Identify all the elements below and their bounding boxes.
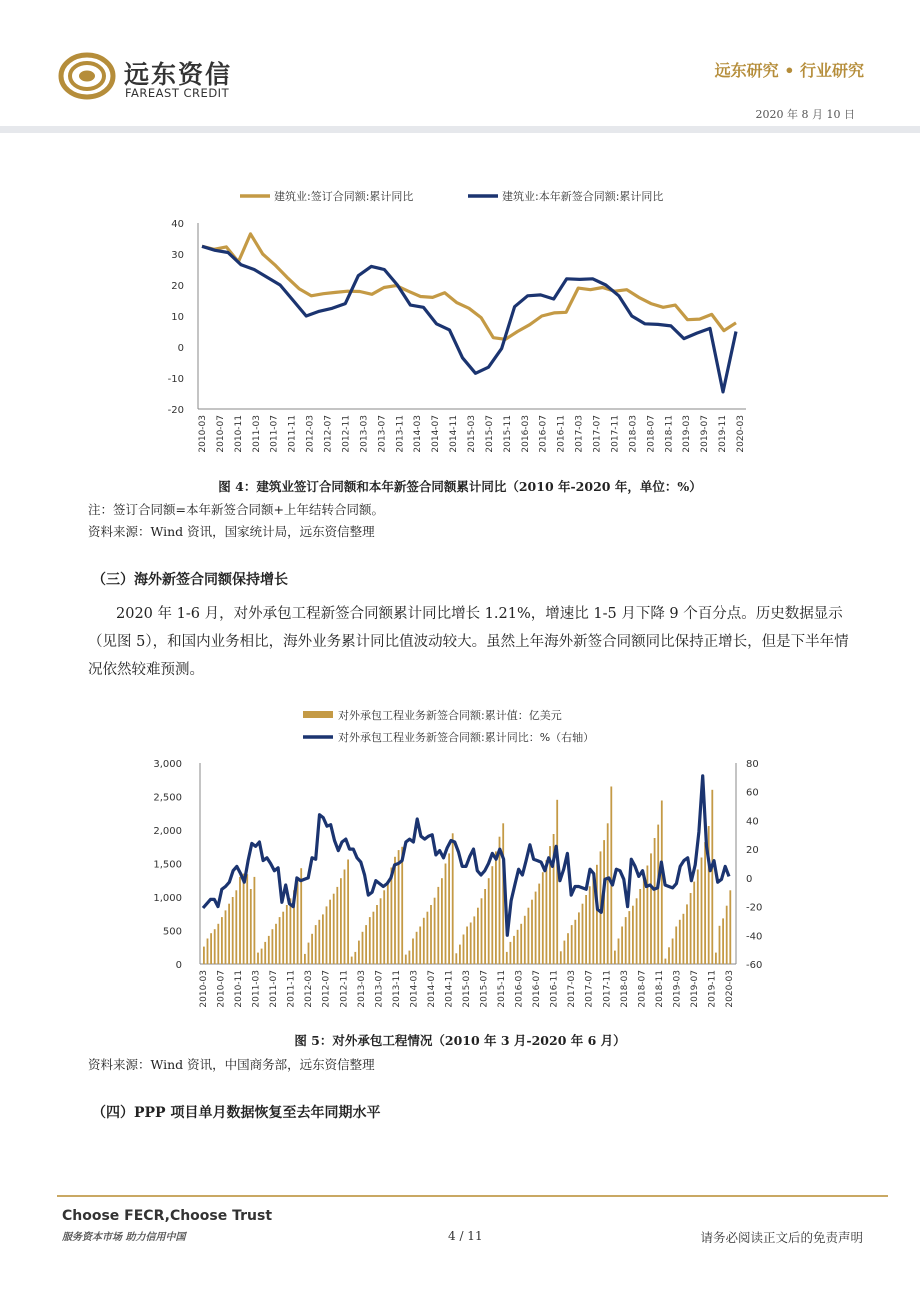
bar [387, 882, 389, 964]
x-tick-label: 2018-11 [654, 970, 665, 1008]
bar [636, 898, 638, 964]
bar [217, 924, 219, 964]
bar [625, 917, 627, 964]
bar [398, 850, 400, 964]
figure5-chart [150, 700, 770, 1025]
x-tick-label: 2012-03 [305, 415, 316, 453]
left-tick-label: 2,500 [153, 792, 182, 804]
left-tick-label: 3,000 [153, 759, 182, 770]
bar [254, 877, 256, 964]
bar [585, 895, 587, 964]
bar [268, 936, 270, 964]
bar [560, 951, 562, 964]
x-tick-label: 2012-11 [341, 415, 352, 453]
bar [535, 892, 537, 964]
x-tick-label: 2016-11 [549, 970, 560, 1008]
bar [675, 927, 677, 965]
bar [336, 887, 338, 964]
bar [679, 920, 681, 964]
bar [434, 898, 436, 964]
bar [455, 953, 457, 964]
x-tick-label: 2020-03 [736, 415, 746, 453]
bar [517, 930, 519, 964]
x-tick-label: 2019-11 [718, 415, 729, 453]
bar [243, 874, 245, 964]
x-tick-label: 2019-07 [689, 970, 700, 1008]
y-tick-label: 30 [171, 250, 184, 261]
x-tick-label: 2019-03 [682, 415, 693, 453]
bar [506, 952, 508, 964]
figure5-source: 资料来源：Wind 资讯，中国商务部，远东资信整理 [88, 1057, 375, 1072]
bar [495, 851, 497, 964]
right-tick-label: -60 [746, 960, 763, 971]
x-tick-label: 2016-03 [514, 970, 525, 1008]
x-tick-label: 2017-07 [592, 415, 603, 453]
x-tick-label: 2016-07 [538, 415, 549, 453]
bar [311, 934, 313, 964]
x-tick-label: 2017-11 [602, 970, 613, 1008]
bar [726, 906, 728, 964]
y-tick-label: 20 [171, 281, 184, 292]
bar [300, 868, 302, 964]
x-tick-label: 2012-11 [339, 970, 350, 1008]
bar [639, 889, 641, 964]
right-tick-label: 0 [746, 873, 753, 885]
bar [542, 872, 544, 964]
bar [491, 866, 493, 964]
x-tick-label: 2013-03 [359, 415, 370, 453]
bar [351, 957, 353, 964]
bar [510, 942, 512, 964]
x-tick-label: 2011-03 [251, 415, 262, 453]
x-tick-label: 2015-03 [467, 415, 477, 453]
bar [445, 864, 447, 965]
bar [383, 890, 385, 964]
x-tick-label: 2018-03 [619, 970, 630, 1008]
brand-name-en: FAREAST CREDIT [125, 86, 230, 100]
bar [290, 898, 292, 964]
bar [463, 935, 465, 965]
x-tick-label: 2010-03 [198, 415, 208, 453]
x-tick-label: 2016-07 [532, 970, 543, 1008]
bar [225, 910, 227, 964]
bar [437, 887, 439, 964]
x-tick-label: 2015-07 [479, 970, 490, 1008]
figure4-caption: 图 4：建筑业签订合同额和本年新签合同额累计同比（2010 年-2020 年，单位：%） [218, 479, 702, 494]
bar [452, 833, 454, 964]
page-number: 4 / 11 [448, 1229, 483, 1243]
bar [279, 917, 281, 964]
x-tick-label: 2016-03 [520, 415, 531, 453]
series-line [202, 246, 736, 392]
bar [470, 923, 472, 965]
x-tick-label: 2012-07 [321, 970, 332, 1008]
figure4-source: 资料来源：Wind 资讯，国家统计局，远东资信整理 [88, 524, 375, 539]
x-tick-label: 2018-03 [628, 415, 639, 453]
bar [481, 898, 483, 964]
bar [567, 933, 569, 964]
bar [513, 936, 515, 964]
y-tick-label: 40 [171, 219, 184, 230]
bar [520, 924, 522, 964]
bar [697, 870, 699, 965]
legend-label: 建筑业:签订合同额:累计同比 [274, 190, 414, 203]
x-tick-label: 2017-11 [610, 415, 621, 453]
bar [693, 882, 695, 964]
bar [621, 927, 623, 965]
bar [380, 898, 382, 964]
bar [286, 905, 288, 964]
figure4-chart [150, 180, 760, 470]
legend-label: 对外承包工程业务新签合同额:累计值：亿美元 [338, 709, 562, 722]
left-tick-label: 0 [175, 960, 182, 971]
bar [448, 853, 450, 964]
bar [672, 939, 674, 965]
footer-slogan: Choose FECR,Choose Trust [62, 1208, 273, 1224]
bar [459, 945, 461, 964]
bar [661, 801, 663, 965]
x-tick-label: 2013-03 [356, 970, 367, 1008]
series-line [203, 776, 729, 935]
x-tick-label: 2014-07 [431, 415, 442, 453]
bar [488, 878, 490, 964]
bar [618, 939, 620, 965]
bar [729, 890, 731, 964]
footer-divider [57, 1195, 888, 1197]
bar [329, 900, 331, 964]
x-tick-label: 2010-07 [215, 415, 226, 453]
bar [405, 955, 407, 964]
left-tick-label: 1,000 [153, 893, 182, 904]
bar [228, 904, 230, 964]
bar [441, 878, 443, 964]
x-tick-label: 2011-07 [269, 415, 280, 453]
bar [665, 959, 667, 964]
header-divider [0, 126, 920, 133]
bar [340, 878, 342, 964]
bar [628, 911, 630, 964]
bar [466, 927, 468, 965]
bar [531, 900, 533, 964]
right-tick-label: 60 [746, 787, 759, 799]
figure4-note: 注：签订合同额=本年新签合同额+上年结转合同额。 [88, 502, 384, 517]
bar [207, 939, 209, 965]
bar [416, 932, 418, 964]
left-tick-label: 2,000 [153, 826, 182, 837]
legend-swatch [303, 711, 333, 718]
bar [556, 800, 558, 964]
bar [272, 929, 274, 964]
x-tick-label: 2017-03 [567, 970, 578, 1008]
bar [322, 914, 324, 964]
bar [326, 906, 328, 964]
bar [308, 943, 310, 964]
bar [419, 927, 421, 965]
bar [297, 880, 299, 964]
bar [430, 905, 432, 964]
bar [473, 916, 475, 964]
bar [607, 823, 609, 964]
bar [275, 924, 277, 964]
x-tick-label: 2014-07 [426, 970, 437, 1008]
bar [210, 933, 212, 964]
x-tick-label: 2018-07 [646, 415, 657, 453]
footer-disclaimer: 请务必阅读正文后的免责声明 [700, 1230, 863, 1245]
bar [376, 905, 378, 964]
bar [239, 877, 241, 964]
footer-tagline: 服务资本市场 助力信用中国 [62, 1232, 186, 1243]
bar [232, 897, 234, 964]
bar [369, 917, 371, 964]
fareast-logo-icon [58, 50, 116, 102]
right-tick-label: -20 [746, 902, 763, 914]
page-header [0, 0, 920, 140]
x-tick-label: 2010-03 [199, 970, 209, 1008]
bar [589, 886, 591, 964]
bar [409, 951, 411, 964]
right-tick-label: 80 [746, 759, 759, 770]
x-tick-label: 2014-03 [413, 415, 424, 453]
bar [358, 941, 360, 964]
y-tick-label: 0 [177, 343, 184, 354]
x-tick-label: 2016-11 [556, 415, 567, 453]
bar [538, 884, 540, 964]
bar [362, 932, 364, 964]
bar [701, 858, 703, 965]
x-tick-label: 2018-07 [637, 970, 648, 1008]
bar [333, 894, 335, 964]
bar [643, 876, 645, 964]
x-tick-label: 2013-11 [395, 415, 406, 453]
x-tick-label: 2013-07 [377, 415, 388, 453]
bar [657, 825, 659, 964]
x-tick-label: 2015-03 [462, 970, 472, 1008]
bar [257, 953, 259, 964]
x-tick-label: 2015-11 [497, 970, 508, 1008]
bar [610, 787, 612, 965]
bar [261, 949, 263, 964]
bar [246, 874, 248, 964]
bar [423, 918, 425, 964]
x-tick-label: 2011-11 [286, 970, 297, 1008]
left-tick-label: 500 [162, 926, 182, 938]
bar [683, 914, 685, 964]
y-tick-label: 10 [171, 312, 184, 323]
bar [391, 868, 393, 965]
bar [719, 926, 721, 964]
bar [344, 870, 346, 965]
bar [203, 947, 205, 964]
left-tick-label: 1,500 [153, 859, 182, 871]
bar [582, 904, 584, 964]
bar [596, 865, 598, 964]
x-tick-label: 2019-03 [672, 970, 683, 1008]
bar [221, 917, 223, 964]
x-tick-label: 2018-11 [664, 415, 675, 453]
bar [250, 889, 252, 964]
bar [647, 866, 649, 965]
x-tick-label: 2014-11 [449, 415, 460, 453]
bar [427, 912, 429, 964]
report-date: 2020 年 8 月 10 日 [755, 108, 855, 121]
bar [711, 790, 713, 964]
section3-title: （三）海外新签合同额保持增长 [92, 572, 288, 588]
bar [571, 925, 573, 964]
section3-paragraph: 2020 年 1-6 月，对外承包工程新签合同额累计同比增长 1.21%，增速比 1-5 月下降 9 个百分点。历史数据显示（见图 5），和国内业务相比，海外业务累计同比值波动较大。虽然上年海外新签合同额同比保持正增长，但是下半年情况依然较难预测。 [88, 606, 849, 678]
x-tick-label: 2012-07 [323, 415, 334, 453]
bar [373, 912, 375, 964]
x-tick-label: 2013-07 [374, 970, 385, 1008]
bar [354, 952, 356, 964]
bar [574, 920, 576, 964]
x-tick-label: 2019-11 [707, 970, 718, 1008]
bar [614, 951, 616, 964]
bar [524, 916, 526, 964]
bar [412, 939, 414, 965]
x-tick-label: 2020-03 [725, 970, 735, 1008]
x-tick-label: 2015-11 [502, 415, 513, 453]
x-tick-label: 2013-11 [391, 970, 402, 1008]
x-tick-label: 2010-07 [216, 970, 227, 1008]
x-tick-label: 2019-07 [700, 415, 711, 453]
bar [318, 920, 320, 964]
bar [477, 908, 479, 964]
bar [264, 942, 266, 964]
bar [668, 947, 670, 964]
legend-label: 建筑业:本年新签合同额:累计同比 [502, 190, 664, 203]
right-tick-label: -40 [746, 931, 763, 943]
bar [528, 908, 530, 964]
x-tick-label: 2011-07 [269, 970, 280, 1008]
bar [315, 925, 317, 964]
bar [722, 918, 724, 964]
bar [546, 860, 548, 964]
bar [650, 853, 652, 964]
brand-name-cn: 远东资信 [124, 60, 233, 89]
x-tick-label: 2010-11 [233, 415, 244, 453]
bar [690, 893, 692, 964]
x-tick-label: 2015-07 [484, 415, 495, 453]
bar [401, 847, 403, 964]
figure5-caption: 图 5：对外承包工程情况（2010 年 3 月-2020 年 6 月） [294, 1033, 626, 1048]
x-tick-label: 2017-07 [584, 970, 595, 1008]
bar [394, 857, 396, 964]
right-tick-label: 20 [746, 845, 759, 857]
report-series: 远东研究 • 行业研究 [714, 61, 864, 80]
bar [347, 860, 349, 965]
bar [235, 890, 237, 964]
x-tick-label: 2011-03 [251, 970, 262, 1008]
bar [704, 842, 706, 964]
bar [632, 906, 634, 964]
x-tick-label: 2014-11 [444, 970, 455, 1008]
y-tick-label: -20 [167, 405, 184, 416]
bar [214, 929, 216, 964]
x-tick-label: 2017-03 [574, 415, 585, 453]
bar [578, 912, 580, 964]
bar [564, 941, 566, 964]
bar [654, 838, 656, 964]
bar [686, 904, 688, 964]
section4-title: （四）PPP 项目单月数据恢复至去年同期水平 [92, 1105, 381, 1121]
bar [715, 953, 717, 964]
y-tick-label: -10 [167, 374, 184, 385]
x-tick-label: 2012-03 [304, 970, 315, 1008]
bar [282, 912, 284, 964]
bar [484, 889, 486, 964]
bar [304, 954, 306, 964]
x-tick-label: 2011-11 [287, 415, 298, 453]
legend-label: 对外承包工程业务新签合同额:累计同比：%（右轴） [338, 731, 595, 744]
x-tick-label: 2014-03 [409, 970, 420, 1008]
bar [365, 925, 367, 964]
x-tick-label: 2010-11 [234, 970, 245, 1008]
right-tick-label: 40 [746, 816, 759, 828]
